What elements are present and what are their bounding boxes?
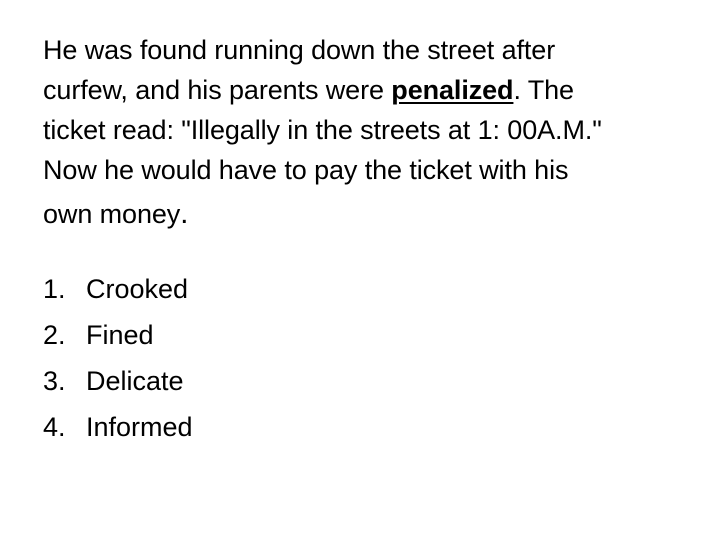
answer-options-list (43, 266, 193, 450)
option-number: 4. (43, 412, 66, 442)
passage-line-5-period: . (180, 197, 189, 230)
passage-line-2-start: curfew, and his parents were (43, 75, 392, 105)
passage-text (43, 30, 693, 234)
option-number: 2. (43, 320, 66, 350)
passage-line-2-end: . The (513, 75, 574, 105)
option-number: 3. (43, 366, 66, 396)
vocabulary-word: penalized (391, 75, 514, 105)
answer-option[interactable] (43, 312, 193, 358)
passage-line-5-text: own money (43, 199, 181, 229)
passage-line-5 (43, 194, 693, 234)
answer-option[interactable] (43, 358, 193, 404)
option-label: Crooked (86, 274, 189, 304)
option-number: 1. (43, 274, 66, 304)
passage-line-3: ticket read: "Illegally in the streets at 1: 00A.M." (43, 115, 602, 145)
passage-line-1: He was found running down the street after (43, 35, 556, 65)
answer-option[interactable] (43, 404, 193, 450)
passage-line-4: Now he would have to pay the ticket with his (43, 155, 569, 185)
passage-paragraph (43, 30, 693, 234)
answer-option[interactable] (43, 266, 193, 312)
option-label: Delicate (86, 366, 184, 396)
passage-line-2 (43, 70, 693, 110)
option-label: Informed (86, 412, 193, 442)
option-label: Fined (86, 320, 154, 350)
